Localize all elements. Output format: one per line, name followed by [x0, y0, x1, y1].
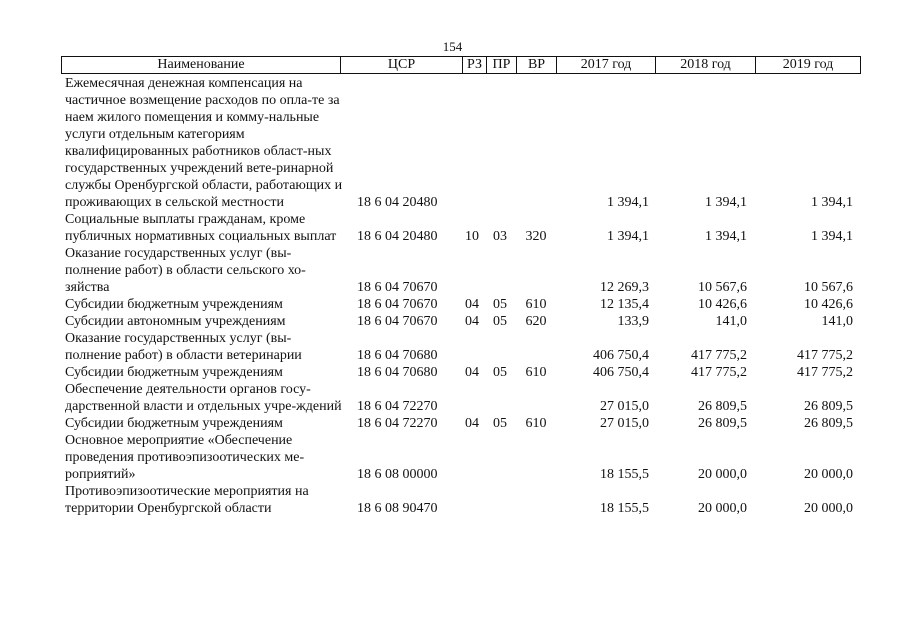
row-2018: 417 775,2: [691, 365, 747, 380]
row-csr: 18 6 04 20480: [357, 195, 438, 210]
table-row: [61, 415, 861, 432]
row-2017: 1 394,1: [607, 229, 649, 244]
row-csr: 18 6 04 70670: [357, 314, 438, 329]
table-row: [61, 211, 861, 245]
row-2017: 27 015,0: [600, 416, 649, 431]
row-rz: 04: [465, 314, 479, 329]
row-csr: 18 6 04 70670: [357, 297, 438, 312]
row-2019: 26 809,5: [804, 399, 853, 414]
row-csr: 18 6 04 72270: [357, 399, 438, 414]
row-rz: 04: [465, 416, 479, 431]
row-2017: 18 155,5: [600, 501, 649, 516]
row-pr: 05: [493, 314, 507, 329]
row-2018: 26 809,5: [698, 399, 747, 414]
row-pr: 03: [493, 229, 507, 244]
header-2019: 2019 год: [782, 57, 834, 72]
table-row: [61, 330, 861, 364]
header-2018: 2018 год: [656, 57, 756, 73]
table-body: [61, 75, 861, 517]
row-vr: 610: [525, 297, 547, 312]
table-row: [61, 313, 861, 330]
row-rz: 10: [465, 229, 479, 244]
row-2018: 141,0: [715, 314, 747, 329]
row-2019: 20 000,0: [804, 467, 853, 482]
table-row: [61, 75, 861, 211]
row-csr: 18 6 08 00000: [357, 467, 438, 482]
row-2019: 141,0: [821, 314, 853, 329]
row-2018: 20 000,0: [698, 501, 747, 516]
row-2019: 20 000,0: [804, 501, 853, 516]
row-csr: 18 6 04 72270: [357, 416, 438, 431]
row-pr: 05: [493, 365, 507, 380]
row-2017: 133,9: [617, 314, 649, 329]
row-vr: 610: [525, 416, 547, 431]
row-name: Субсидии бюджетным учреждениям: [65, 297, 283, 312]
row-name: Оказание государственных услуг (вы-полнение работ) в области ветеринарии: [65, 331, 302, 363]
row-2017: 406 750,4: [593, 365, 649, 380]
row-2018: 26 809,5: [698, 416, 747, 431]
row-name: Оказание государственных услуг (вы-полнение работ) в области сельского хо-зяйства: [65, 246, 306, 295]
row-pr: 05: [493, 297, 507, 312]
row-name: Субсидии бюджетным учреждениям: [65, 365, 283, 380]
row-2019: 26 809,5: [804, 416, 853, 431]
row-csr: 18 6 04 70680: [357, 348, 438, 363]
row-2019: 1 394,1: [811, 195, 853, 210]
row-2019: 10 426,6: [804, 297, 853, 312]
row-name: Субсидии бюджетным учреждениям: [65, 416, 283, 431]
table-row: [61, 432, 861, 483]
row-name: Социальные выплаты гражданам, кроме публичных нормативных социальных выплат: [65, 212, 337, 244]
row-vr: 320: [525, 229, 547, 244]
row-2017: 12 135,4: [600, 297, 649, 312]
row-name: Ежемесячная денежная компенсация на частичное возмещение расходов по опла-те за наем жилого помещения и комму-нальные услуги отдельным категориям квалифицированных работников област-ных государственных учреждений вете-ринарной службы Оренбургской области, работающих и проживающих в сельской местности: [65, 76, 343, 210]
row-2018: 10 567,6: [698, 280, 747, 295]
table-row: [61, 245, 861, 296]
row-2018: 10 426,6: [698, 297, 747, 312]
row-rz: 04: [465, 365, 479, 380]
row-2017: 406 750,4: [593, 348, 649, 363]
row-2019: 1 394,1: [811, 229, 853, 244]
row-rz: 04: [465, 297, 479, 312]
row-2018: 1 394,1: [705, 195, 747, 210]
row-2019: 417 775,2: [797, 348, 853, 363]
row-2018: 20 000,0: [698, 467, 747, 482]
table-row: [61, 296, 861, 313]
table-row: [61, 364, 861, 381]
header-name: Наименование: [62, 57, 341, 73]
row-2019: 417 775,2: [797, 365, 853, 380]
row-csr: 18 6 04 70680: [357, 365, 438, 380]
row-csr: 18 6 04 20480: [357, 229, 438, 244]
row-vr: 620: [525, 314, 547, 329]
row-csr: 18 6 04 70670: [357, 280, 438, 295]
header-rz: РЗ: [463, 57, 487, 73]
row-name: Основное мероприятие «Обеспечение проведения противоэпизоотических ме-роприятий»: [65, 433, 305, 482]
row-name: Обеспечение деятельности органов госу-дарственной власти и отдельных учре-ждений: [65, 382, 342, 414]
row-2019: 10 567,6: [804, 280, 853, 295]
row-2018: 1 394,1: [705, 229, 747, 244]
row-2017: 12 269,3: [600, 280, 649, 295]
header-2017: 2017 год: [557, 57, 656, 73]
row-vr: 610: [525, 365, 547, 380]
table-row: [61, 381, 861, 415]
header-pr: ПР: [487, 57, 517, 73]
row-2018: 417 775,2: [691, 348, 747, 363]
row-name: Противоэпизоотические мероприятия на территории Оренбургской области: [65, 484, 309, 516]
row-2017: 1 394,1: [607, 195, 649, 210]
table-row: [61, 483, 861, 517]
page-number: 154: [442, 39, 463, 54]
header-vr: ВР: [517, 57, 557, 73]
row-pr: 05: [493, 416, 507, 431]
table-header: [61, 56, 861, 74]
row-2017: 27 015,0: [600, 399, 649, 414]
header-csr: ЦСР: [341, 57, 463, 73]
row-name: Субсидии автономным учреждениям: [65, 314, 286, 329]
row-csr: 18 6 08 90470: [357, 501, 438, 516]
row-2017: 18 155,5: [600, 467, 649, 482]
